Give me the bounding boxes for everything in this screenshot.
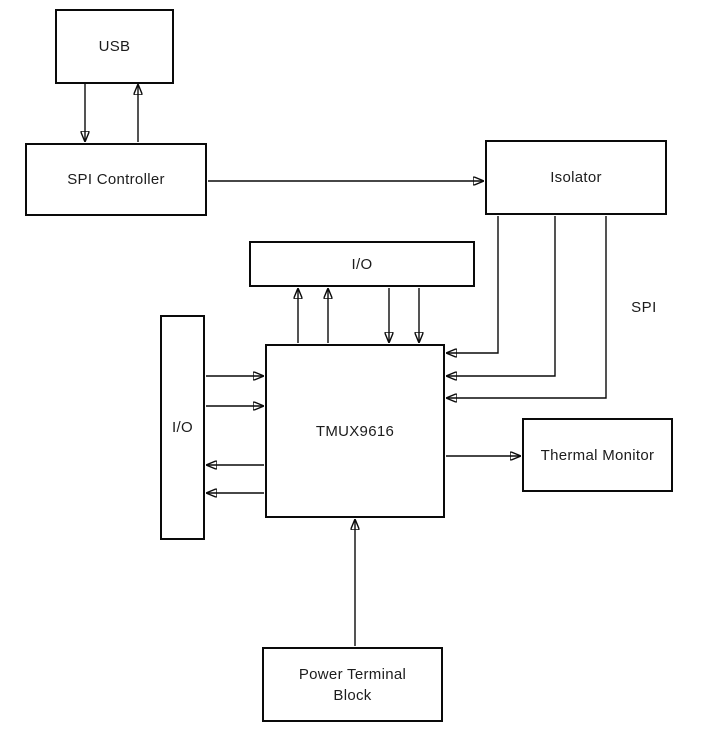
node-tmux9616-label: TMUX9616: [315, 422, 395, 440]
node-io-top: [249, 241, 475, 287]
node-thermal-monitor-label: Thermal Monitor: [540, 446, 655, 464]
node-tmux9616: [265, 344, 445, 518]
node-io-left-label: I/O: [172, 419, 193, 436]
edge-isolator-to-tmux-spi-2: [447, 216, 555, 376]
node-power-terminal-block-label: Power Terminal Block: [298, 665, 407, 704]
node-io-top-label: I/O: [351, 255, 373, 273]
node-isolator-label: Isolator: [550, 169, 602, 186]
node-power-terminal-block: [262, 647, 443, 722]
node-isolator: [485, 140, 667, 215]
node-spi-controller: [25, 143, 207, 216]
spi-bus-label: SPI: [631, 299, 657, 316]
node-io-left: [160, 315, 205, 540]
node-thermal-monitor: [522, 418, 673, 492]
node-usb: [55, 9, 174, 84]
node-usb-label: USB: [98, 38, 131, 55]
node-spi-controller-label: SPI Controller: [67, 171, 165, 188]
